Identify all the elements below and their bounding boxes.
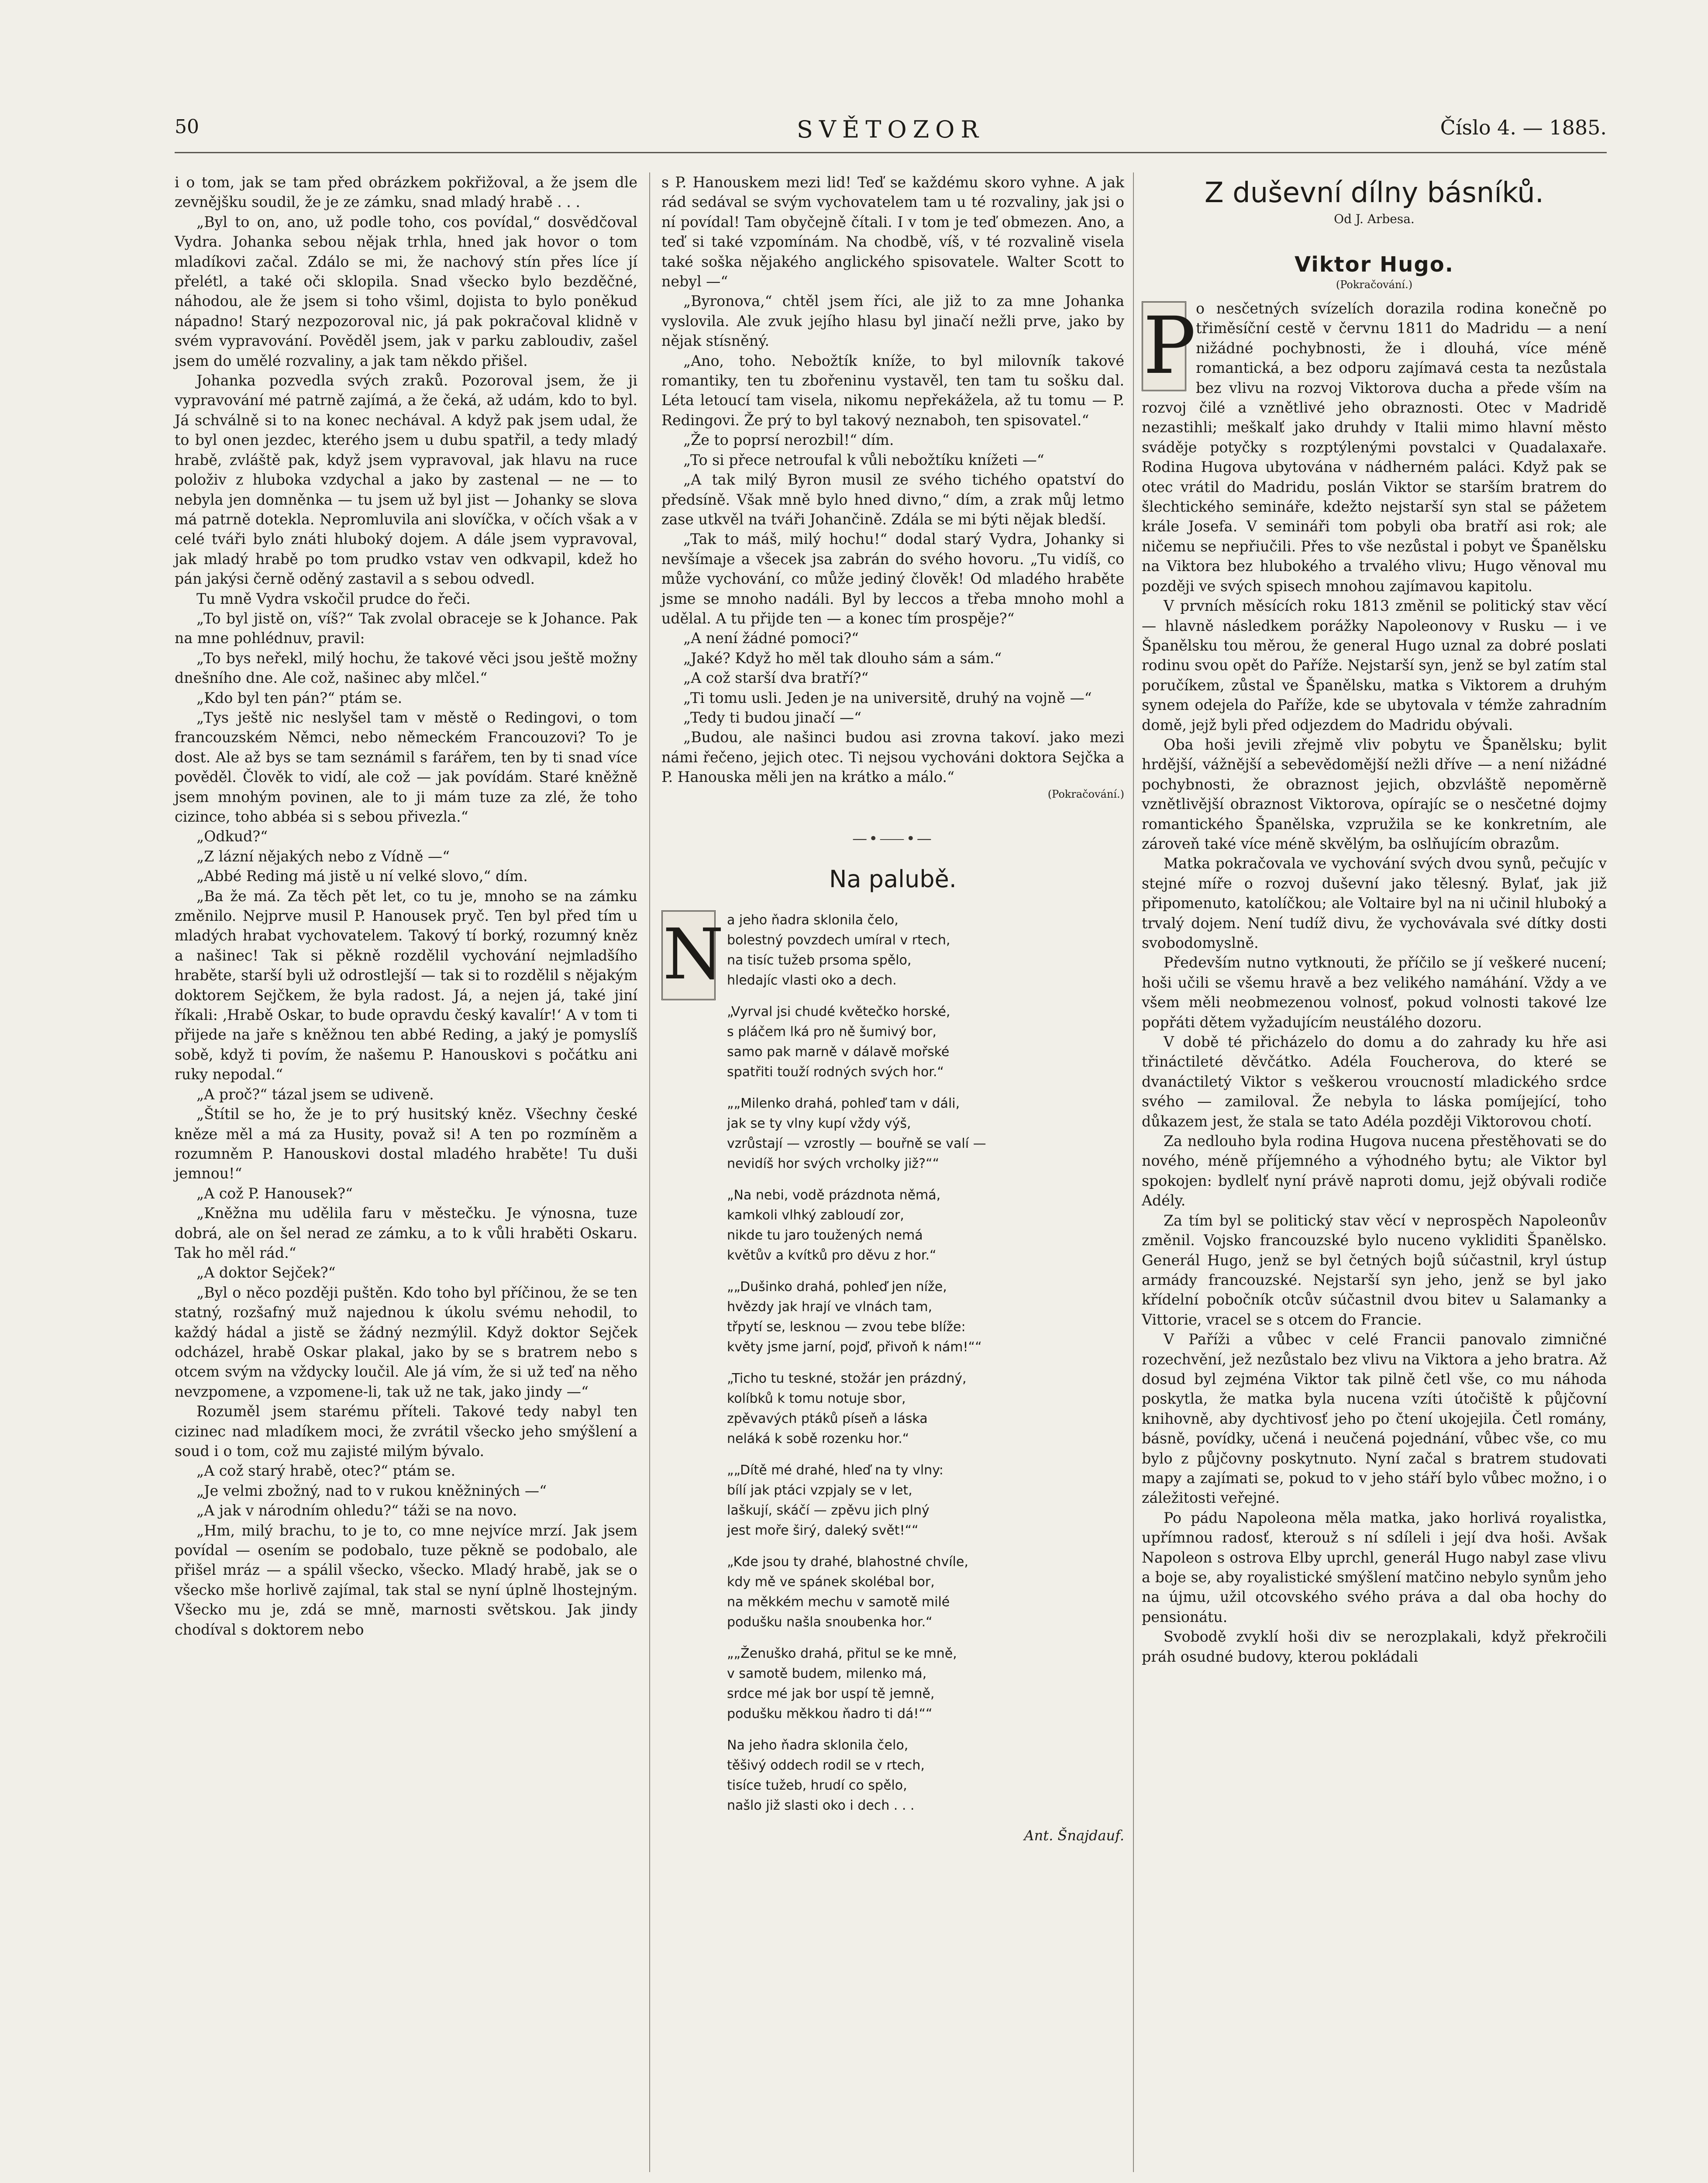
paragraph: „Tedy ti budou jinačí —“ [683, 709, 861, 726]
poem-line: nevidíš hor svých vrcholky již?““ [727, 1156, 940, 1171]
paragraph: Především nutno vytknouti, že příčilo se jí veškeré nucení; hoši učili se všemu hravě a bez velikého namáhání. Vždy a ve všem měli neobmezenou volnosť, pokud volnosti takové lze popřáti dětem vyžadujícím neustálého dozoru. [1142, 954, 1607, 1031]
poem-line: zpěvavých ptáků píseň a láska [727, 1411, 928, 1426]
page-header [175, 116, 1607, 151]
paragraph: „Byl o něco později puštěn. Kdo toho byl příčinou, že se ten statný, rozšafný muž najednou k úkolu svému nehodil, to každý hádal a jistě se žádný nezmýlil. Když doktor Sejček odcházel, hrabě Oskar plakal, jako by se s bratrem nebo s otcem svým na vždycky loučil. Ale já vím, že si už teď na něho nevzpomene, a vzpomene-li, tak už ne tak, jako jindy —“ [175, 1284, 637, 1400]
poem-stanza [727, 1644, 1124, 1724]
paragraph: „To byl jistě on, víš?“ Tak zvolal obraceje se k Johance. Pak na mne pohlédnuv, pravil: [175, 609, 637, 647]
paragraph: „Ba že má. Za těch pět let, co tu je, mnoho se na zámku změnilo. Nejprve musil P. Hanousek pryč. Ten byl před tím u mladých hrabat vychovatelem. Takový tí borký, rozumný kněz a našinec! Tak si pěkně rozdělil vychování nejmladšího hraběte, starší byli už odrostlejší — tak si to rozdělil s nějakým doktorem Sejčkem, že byla radost. Já, a nejen já, také jiní říkali: ‚Hrabě Oskar, to bude opravdu český kavalír!‘ A v tom ti přijede na jaře s kněžnou ten abbé Reding, a jaký je pomyslíš sobě, když ti povím, že našemu P. Hanouskovi s počátku ani ruky nepodal.“ [175, 887, 637, 1083]
paragraph: „A tak milý Byron musil ze svého tichého opatství do předsíně. Však mně bylo hned divno,“ dím, a zrak můj letmo zase utkvěl na tváři Johančině. Zdála se mi býti nějak bledší. [661, 471, 1124, 528]
poem-stanza [727, 1185, 1124, 1266]
drop-cap: P [1142, 301, 1186, 391]
paragraph: Johanka pozvedla svých zraků. Pozoroval jsem, že ji vypravování mé patrně zajímá, a že čeká, až udám, kdo to byl. Já schválně si to na konec nechával. A když pak jsem udal, že to byl onen jezdec, kterého jsem u dubu spatřil, a tedy mladý hrabě, zvláště pak, když jsem vypravoval, jak hlavu na ruce položiv z hluboka vzdychal a jako by zastenal — ne — to nebyla jen domněnka — tu jsem už byl jist — Johanky se slova má patrně dotekla. Nepromluvila ani slovíčka, v očích však a v celé tváři bylo znáti hluboký dojem. A dále jsem vypravoval, jak mladý hrabě po tom prudko vstav ven odkvapil, kdež ho pán jakýsi černě oděný zastavil a s sebou odvedl. [175, 372, 637, 588]
paragraph: „To bys neřekl, milý hochu, že takové věci jsou ještě možny dnešního dne. Ale což, našinec aby mlčel.“ [175, 649, 637, 687]
poem-stanza [727, 1460, 1124, 1541]
paragraph: „Z lázní nějakých nebo z Vídně —“ [196, 847, 450, 865]
poem-line: hvězdy jak hrají ve vlnách tam, [727, 1299, 933, 1315]
continued-note: (Pokračování.) [1047, 788, 1124, 800]
paragraph: „A což starší dva bratří?“ [683, 669, 869, 687]
paragraph: s P. Hanouskem mezi lid! Teď se každému skoro vyhne. A jak rád sedával se svým vychovatelem tam u té rozvaliny, jak jsi o ní povídal! Tam obyčejně čítali. I v tom je teď obmezen. Ano, a teď si také vzpomínám. Na chodbě, víš, v té rozvalině visela také soška nějakého anglického spisovatele. Walter Scott to nebyl —“ [661, 174, 1124, 290]
poem-line: třpytí se, lesknou — zvou tebe blíže: [727, 1319, 966, 1335]
journal-title: SVĚTOZOR [796, 116, 985, 143]
column-3 [1142, 172, 1607, 1667]
poem-line: těšivý oddech rodil se v rtech, [727, 1757, 925, 1773]
poem-title: Na palubě. [829, 865, 957, 893]
poem-line: neláká k sobě rozenku hor.“ [727, 1431, 909, 1446]
poem-line: na tisíc tužeb prsoma spělo, [727, 952, 912, 968]
poem-line: „Vyrval jsi chudé květečko horské, [727, 1004, 950, 1019]
paragraph: „Že to poprsí nerozbil!“ dím. [683, 431, 894, 449]
paragraph: Za tím byl se politický stav věcí v neprospěch Napoleonův změnil. Vojsko francouzské bylo nuceno vykliditi Španělsko. Generál Hugo, jenž se byl četných bojů súčastnil, kryl ústup armády francouzské. Nejstarší syn jeho, jenž se byl jako křídelní pobočník otcův súčastnil dvou bitev u Salamanky a Vittorie, vracel se s otcem do Francie. [1142, 1212, 1607, 1328]
paragraph: „Byronova,“ chtěl jsem říci, ale již to za mne Johanka vyslovila. Ale zvuk jejího hlasu byl jinačí nežli prve, jako by nějak stísněný. [661, 293, 1124, 350]
poem-line: spatřiti touží rodných svých hor.“ [727, 1064, 944, 1080]
poem-line: našlo již slasti oko i dech . . . [727, 1797, 915, 1813]
poem-signature: Ant. Šnajdauf. [1024, 1827, 1124, 1844]
paragraph: Za nedlouho byla rodina Hugova nucena přestěhovati se do nového, méně příjemného a výhodného bytu; ale Viktor byl spokojen: bydlelť nyní právě naproti domu, jejž obývali rodiče Adély. [1142, 1133, 1607, 1209]
header-rule [175, 152, 1607, 153]
paragraph: „A doktor Sejček?“ [196, 1264, 336, 1281]
paragraph: Tu mně Vydra vskočil prudce do řeči. [196, 590, 471, 607]
poem-line: samo pak marně v dálavě mořské [727, 1044, 950, 1060]
paragraph: „A což starý hrabě, otec?“ ptám se. [196, 1462, 456, 1480]
paragraph: „A proč?“ tázal jsem se udiveně. [196, 1085, 434, 1103]
paragraph: „Kdo byl ten pán?“ ptám se. [196, 689, 403, 706]
poem-line: Na jeho ňadra sklonila čelo, [727, 1737, 909, 1753]
story-continuation [661, 172, 1124, 800]
paragraph: Svobodě zvyklí hoši div se nerozplakali, když překročili práh osudné budovy, kterou pokládali [1142, 1628, 1607, 1665]
poem-line: podušku našla snoubenka hor.“ [727, 1614, 933, 1630]
poem-stanza [727, 1094, 1124, 1174]
poem-line: „„Ženuško drahá, přitul se ke mně, [727, 1646, 957, 1661]
paragraph: Po pádu Napoleona měla matka, jako horlivá royalistka, upřímnou radosť, kterouž s ní sdíleli i její dva hoši. Avšak Napoleon s ostrova Elby uprchl, generál Hugo nabyl zase vlivu a boje se, aby royalistické smýšlení matčino nebylo synům jeho na újmu, užil otcovského svého práva a dal oba hochy do pensionátu. [1142, 1509, 1607, 1625]
poem-stanzas [661, 910, 1124, 1816]
poem-line: „„Dítě mé drahé, hleď na ty vlny: [727, 1462, 944, 1478]
poem-line: „Kde jsou ty drahé, blahostné chvíle, [727, 1554, 968, 1570]
poem-stanza [727, 1369, 1124, 1449]
paragraph: „Budou, ale našinci budou asi zrovna takoví. jako mezi námi řečeno, jejich otec. Ti nejsou vychováni doktora Sejčka a P. Hanouska měli jen na krátko a málo.“ [661, 729, 1124, 786]
poem-line: tisíce tužeb, hrudí co spělo, [727, 1777, 907, 1793]
paragraph: „A což P. Hanousek?“ [196, 1184, 353, 1202]
poem-stanza [727, 1002, 1124, 1082]
poem-line: hledajíc vlasti oko a dech. [727, 972, 897, 988]
poem-line: bolestný povzdech umíral v rtech, [727, 932, 950, 948]
paragraph: V době té přicházelo do domu a do zahrady ku hře asi třináctileté děvčátko. Adéla Foucherova, do které se dvanáctiletý Viktor s veškerou vroucností mladického srdce svého — zamiloval. Že nebyla to láska pomíjející, toho důkazem jest, že stala se tato Adéla později Viktorovou chotí. [1142, 1033, 1607, 1130]
poem-line: na měkkém mechu v samotě milé [727, 1594, 950, 1610]
article-subtitle: Viktor Hugo. [1295, 252, 1454, 277]
poem-line: kolíbků k tomu notuje sbor, [727, 1391, 906, 1406]
poem [661, 865, 1124, 1844]
poem-line: kamkoli vlhký zabloudí zor, [727, 1207, 904, 1223]
poem-line: květův a kvítků pro děvu z hor.“ [727, 1247, 937, 1263]
paragraph: „Byl to on, ano, už podle toho, cos povídal,“ dosvědčoval Vydra. Johanka sebou nějak trhla, hned jak hovor o tom mladíkovi začal. Zdálo se mi, že nachový stín přes líce jí přelétl, a také oči sklopila. Snad všecko bylo bezděčné, náhodou, ale že jsem si toho všiml, dojista to bylo poněkud nápadno! Starý nezpozoroval nic, já pak pokračoval klidně v svém vypravování. Pověděl jsem, jak v parku zabloudiv, zašel jsem do umělé rozvaliny, a jak tam někdo přišel. [175, 213, 637, 369]
poem-line: vzrůstají — vzrostly — bouřně se valí — [727, 1136, 986, 1151]
poem-stanza [727, 1552, 1124, 1632]
paragraph: „Tak to máš, milý hochu!“ dodal starý Vydra, Johanky si nevšímaje a všecek jsa zabrán do svého hovoru. „Tu vidíš, co může vychování, co může jediný člověk! Od mladého hraběte jsme se mnoho nadáli. Byl by leccos a třeba mnoho mohl a udělal. A tu přijde ten — a konec tím prospěje?“ [661, 530, 1124, 627]
poem-stanza [727, 1277, 1124, 1357]
poem-stanza [727, 1735, 1124, 1816]
paragraph: „Hm, milý brachu, to je to, co mne nejvíce mrzí. Jak jsem povídal — osením se podobalo, tuze pěkně se podobalo, ale přišel mráz — a spálil všecko, všecko. Mladý hrabě, jak se o všecko mše horlivě zajímal, tak stal se nyní úplně lhostejným. Všecko mu je, zdá se mně, marnosti světskou. Jak jindy chodíval s doktorem nebo [175, 1522, 637, 1638]
poem-line: „Ticho tu teskné, stožár jen prázdný, [727, 1370, 967, 1386]
paragraph: „Ti tomu usli. Jeden je na universitě, druhý na vojně —“ [683, 689, 1092, 706]
ornament-divider: —•⸺•— [852, 830, 933, 847]
section-title: Z duševní dílny básníků. [1204, 177, 1544, 209]
poem-line: laškují, skáčí — zpěvu jich plný [727, 1502, 930, 1518]
paragraph: „Odkud?“ [196, 828, 268, 845]
paragraph: „Ano, toho. Nebožtík kníže, to byl milovník takové romantiky, ten tu zbořeninu vystavěl, ten tam tu sošku dal. Léta letoucí tam visela, nikomu nepřekážela, až tu tomu — P. Redingovi. Že prý to byl takový neznaboh, ten spisovatel.“ [661, 352, 1124, 429]
column-1 [175, 172, 637, 1639]
section-author: Od J. Arbesa. [1334, 212, 1415, 226]
poem-line: podušku měkkou ňadro ti dá!““ [727, 1706, 933, 1722]
poem-line: a jeho ňadra sklonila čelo, [727, 912, 899, 928]
paragraph: „A jak v národním ohledu?“ táži se na novo. [196, 1502, 517, 1519]
paragraph: V prvních měsících roku 1813 změnil se politický stav věcí — hlavně následkem porážky Napoleonovy v Rusku — i ve Španělsku tou měrou, že general Hugo uznal za dobré poslati rodinu svou opět do Paříže. Nejstarší syn, jenž se byl zatím stal poručíkem, zůstal ve Španělsku, matka s Viktorem a druhým synem odejela do Paříže, kde se ubytovala v témže zahradním domě, jejž byli před odjezdem do Madridu obývali. [1142, 597, 1607, 733]
poem-line: „„Milenko drahá, pohleď tam v dáli, [727, 1095, 960, 1111]
poem-line: srdce mé jak bor uspí tě jemně, [727, 1686, 935, 1701]
poem-line: v samotě budem, milenko má, [727, 1666, 927, 1681]
poem-line: „„Dušinko drahá, pohleď jen níže, [727, 1279, 947, 1295]
poem-line: bílí jak ptáci vzpjaly se v let, [727, 1482, 913, 1498]
poem-line: jest moře širý, daleký svět!““ [727, 1522, 919, 1538]
paragraph: „Jaké? Když ho měl tak dlouho sám a sám.“ [683, 649, 1002, 667]
paragraph: Oba hoši jevili zřejmě vliv pobytu ve Španělsku; bylit hrdější, vážnější a sebevědomější nežli dříve — a není nižádné pochybnosti, že obraznost jejich, obzvláště nepoměrně vznětlivější obraznost Viktorova, opírajíc se o nesčetné dojmy romantického Španělska, vzpružila se ke konkretním, ale zároveň také více méně skvělým, ba oslňujícím obrazům. [1142, 736, 1607, 852]
paragraph: „Abbé Reding má jistě u ní velké slovo,“ dím. [196, 868, 528, 885]
issue-number: Číslo 4. — 1885. [1440, 116, 1607, 139]
page-number: 50 [175, 116, 199, 138]
column-divider [1133, 172, 1134, 2172]
continued-note: (Pokračování.) [1336, 279, 1413, 291]
column-2 [661, 172, 1124, 1844]
paragraph: P o nesčetných svízelích dorazila rodina konečně po třiměsíční cestě v červnu 1811 do Madridu — a není nižádné pochybnosti, že i dlouhá, více méně romantická, a bez odporu zajímavá cesta ta nezůstala bez vlivu na rozvoj Viktorova ducha a přede vším na rozvoj čilé a vznětlivé jeho obraznosti. Otec v Madridě nezastihli; meškalť jako druhdy v Italii mimo hlavní město sváděje potyčky s rozptýlenými povstalci v Quadalaxaře. Rodina Hugova ubytována v nádherném paláci. Když pak se otec vrátil do Madridu, poslán Viktor se starším bratrem do šlechtického semináře, kdežto nejstarší syn stal se pážetem krále Josefa. V semináři tom pobyli oba bratří asi rok; ale ničemu se nepřiučili. Přes to vše nezůstal i pobyt ve Španělsku na Viktora bez hlubokého a trvalého vlivu; Hugo věnoval mu později ve svých spisech mnohou zajímavou kapitolu. [1142, 300, 1607, 595]
decorative-initial: N [661, 910, 716, 1000]
paragraph: Matka pokračovala ve vychování svých dvou synů, pečujíc v stejné míře o rozvoj duševní jako tělesný. Bylať, jak již připomenuto, katolíčkou; ale Voltaire byl na ni učinil hluboký a trvalý dojem. Není tudíž divu, že vychovávala své dítky dosti svobodomyslně. [1142, 855, 1607, 951]
poem-stanza [727, 910, 1124, 991]
paragraph: „Tys ještě nic neslyšel tam v městě o Redingovi, o tom francouzském Němci, nebo německém Francouzovi? To je dost. Ale až bys se tam seznámil s farářem, ten by ti snad více pověděl. Člověk to vidí, ale což — jak povídám. Staré kněžně jsem mnohým povinen, ale to ji mám tuze za zlé, že toho cizince, toho abbéa si s sebou přivezla.“ [175, 709, 637, 825]
poem-body [661, 910, 1124, 1816]
poem-line: kdy mě ve spánek skolébal bor, [727, 1574, 935, 1590]
paragraph: Rozuměl jsem starému příteli. Takové tedy nabyl ten cizinec nad mladíkem moci, že zvrátil všecko jeho smýšlení a soud i o tom, což mu zajisté milým bývalo. [175, 1403, 637, 1460]
paragraph: i o tom, jak se tam před obrázkem pokřižoval, a že jsem dle zevnějšku soudil, že je ze zámku, snad mladý hrabě . . . [175, 174, 637, 211]
poem-line: květy jsme jarní, pojď, přivoň k nám!““ [727, 1339, 982, 1355]
paragraph: „To si přece netroufal k vůli nebožtíku knížeti —“ [683, 451, 1044, 468]
paragraph: V Paříži a vůbec v celé Francii panovalo zimničné rozechvění, jež nezůstalo bez vlivu na Viktora a jeho bratra. Až dosud byl zejména Viktor tak pilně četl vše, co mu náhoda poskytla, že matka byla nucena vzíti útočiště k půjčovní knihovně, aby dychtivosť jeho po čtení ukojejila. Četl romány, básně, povídky, učená i neučená pojednání, vůbec vše, co mu bylo z půjčovny poskytnuto. Nyní začal s bratrem studovati mapy a zajímati se, pokud to v jeho stáří bylo vůbec možno, i o záležitosti veřejné. [1142, 1331, 1607, 1507]
paragraph: „Štítil se ho, že je to prý husitský kněz. Všechny české kněze měl a má za Husity, považ si! A ten po rozmíněm a rozumněm P. Hanouskovi dostal mladého hraběte! Tu duši jemnou!“ [175, 1105, 637, 1182]
column-divider [649, 172, 650, 2172]
poem-line: „Na nebi, vodě prázdnota němá, [727, 1187, 941, 1203]
article-body [1142, 299, 1607, 1667]
paragraph: „A není žádné pomoci?“ [683, 630, 859, 647]
poem-line: s pláčem lká pro ně šumivý bor, [727, 1024, 937, 1040]
paragraph: „Je velmi zbožný, nad to v rukou kněžniných —“ [196, 1482, 547, 1499]
poem-line: jak se ty vlny kupí vždy výš, [727, 1116, 911, 1131]
poem-line: nikde tu jaro toužených nemá [727, 1227, 923, 1243]
paragraph: „Kněžna mu udělila faru v městečku. Je výnosna, tuze dobrá, ale on šel nerad ze zámku, a to k vůli hraběti Oskaru. Tak ho měl rád.“ [175, 1205, 637, 1261]
